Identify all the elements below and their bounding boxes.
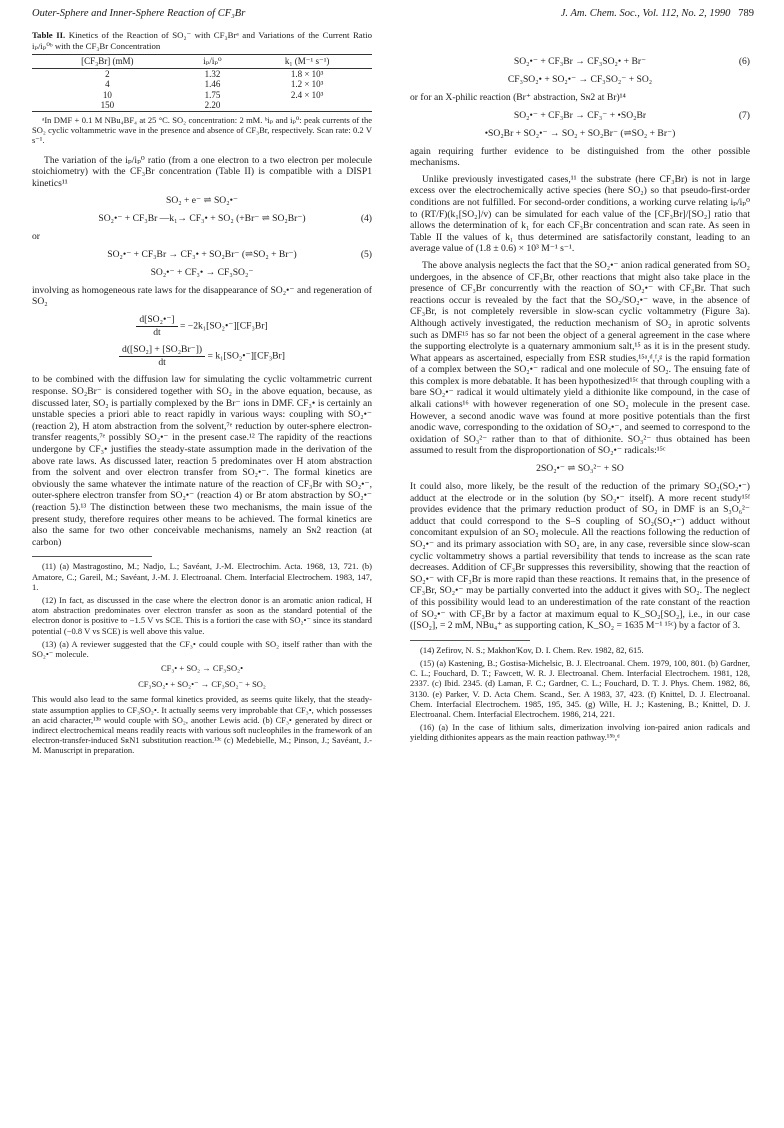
paragraph: Unlike previously investigated cases,¹¹ the substrate (here CF₃Br) is not in large excess over the electrochemically active species (here SO₂) so that pseudo-first-order conditions are not fulfilled. For second-order conditions, a working curve relating iₚ/iₚ⁰ to (RT/F)(k₁[SO₂]/v) can be simulated for each value of the [CF₃Br]/[SO₂] ratio that allows the determination of k₁ for each CF₃Br concentration and scan rate. As seen in Table II the values of k₁ thus determined are satisfactorily constant, leading to an average value of (1.8 ± 0.6) × 10³ M⁻¹ s⁻¹. — [410, 173, 750, 255]
footnote: (13) (a) A reviewer suggested that the CF₃• could couple with SO₂ itself rather than with the SO₂•⁻ molecule. — [32, 638, 372, 659]
table-cell: 1.8 × 10³ — [290, 68, 324, 79]
table-row — [32, 79, 372, 90]
journal-citation: J. Am. Chem. Soc., Vol. 112, No. 2, 1990 — [560, 8, 731, 19]
equation-text: SO₂•⁻ + CF₃Br → CF₃• + SO₂Br⁻ (⇌SO₂ + Br⁻) — [107, 248, 297, 260]
fraction — [136, 314, 177, 338]
equation-text: SO₂•⁻ + CF₃• → CF₃SO₂⁻ — [150, 266, 254, 278]
equation-7 — [410, 110, 750, 122]
table-footnotes: ᵃIn DMF + 0.1 M NBu₄BF₄ at 25 °C. SO₂ concentration: 2 mM. ᵇiₚ and iₚ⁰: peak currents of the SO₂ cyclic voltammetric wave in the presence and absence of CF₃Br, respectively. Scan rate: 0.2 V s⁻¹. — [32, 114, 372, 145]
paragraph: It could also, more likely, be the result of the reduction of the primary SO₂(SO₂•⁻) adduct at the electrode or in the solution (by SO₂•⁻ itself). A more recent study¹⁵ᶠ provides evidence that the primary reduction product of SO₂ in DMF is an S₃O₆²⁻ adduct that could correspond to the S–S coupling of SO₂(SO₂•⁻) adduct without concomitant expulsion of an SO₂ molecule. All the reactions following the reduction of SO₂•⁻ and its primary association with SO₂ are, in any case, reversible since slow-scan cyclic voltammetry shows a partial reversibility that tends to increase as the scan rate decreases. Addition of CF₃Br suppresses this reversibility, showing that the reaction of SO₂•⁻ with CF₃Br is more rapid than these reactions. It remains that, in the presence of CF₃Br, SO₂•⁻ may be partially converted into the adduct it gives with SO₂. The neglect of this possibility would lead to an underestimation of the rate constant of the reaction of SO₂•⁻ with CF₃Br by a factor at maximum equal to K_SO₂[SO₂], i.e., in our case ([SO₂], = 2 mM, NBu₄⁺ as supporting cation, K_SO₂ = 1635 M⁻¹ ¹⁵ᶜ) by a factor of 3. — [410, 481, 750, 632]
table-header-rate-constant: k₁ (M⁻¹ s⁻¹) — [242, 55, 372, 69]
equation-number: (4) — [360, 213, 372, 225]
paragraph: The variation of the iₚ/iₚ⁰ ratio (from a one electron to a two electron per molecule stoichiometry) with the CF₃Br concentration (Table II) is compatible with a DISP1 kinetics¹¹ — [32, 154, 372, 189]
table-caption-label: Table II. — [32, 30, 66, 40]
footnote-divider — [32, 556, 152, 557]
fraction-denominator: dt — [158, 356, 166, 368]
equation-text: SO₂ + e⁻ ⇌ SO₂•⁻ — [165, 195, 238, 207]
paragraph: involving as homogeneous rate laws for the disappearance of SO₂•⁻ and regeneration of SO₂ — [32, 284, 372, 308]
fraction-denominator: dt — [153, 326, 161, 338]
footnote: (14) Zefirov, N. S.; Makhon'Kov, D. I. Chem. Rev. 1982, 82, 615. — [420, 644, 644, 655]
table-cell: 1.75 — [204, 89, 221, 100]
table-cell: 4 — [105, 79, 110, 89]
equation-text: SO₂•⁻ + CF₃Br → CF₃SO₂• + Br⁻ — [513, 56, 647, 67]
table-cell: 2.20 — [183, 100, 243, 111]
left-column — [32, 30, 372, 759]
page-number: 789 — [738, 8, 754, 19]
paragraph: The above analysis neglects the fact that the SO₂•⁻ anion radical generated from SO₂ undergoes, in the absence of CF₃Br, other reactions that might also take place in the presence of CF₃Br concurrently with the reaction of SO₂•⁻ with CF₃Br. That such reactions occur is revealed by the fact that the SO₂/SO₂•⁻ wave, in the absence of CF₃Br, is not completely reversible in slow-scan cyclic voltammetry (Figure 3a). Although actively investigated, the reduction mechanism of SO₂ in aprotic solvents such as DMF¹⁵ has so far not been the object of a general agreement in the case where the supporting electrolyte is a quaternary ammonium salt,¹⁵ as it is in the present study. What appears as ascertained, especially from ESR studies,¹⁵ᵃ,ᵈ,ᶠ,ᵍ is the rapid formation of a complex between the SO₂•⁻ radical and one molecule of SO₂. The ensuing fate of this complex is more debatable. It has been hypothesized¹⁵ᶜ that through coupling with a bare SO₂•⁻ radical it would ultimately yield a dithionite like compound, in the case of alkali cations¹⁶ with however regeneration of one SO₂ molecule in the present case. However, a second anodic wave was found at more positive potentials than the first anodic wave, corresponding to the oxidation of SO₂•⁻, and seemed to correspond to the oxidation of SO₃²⁻ rather than to that of dithionite. SO₃²⁻ thus obtained has been assumed to result from the disproportionation of SO₂•⁻ radicals:¹⁵ᶜ — [410, 259, 750, 457]
table-cell: 150 — [32, 100, 183, 111]
fraction-numerator: d([SO₂] + [SO₂Br⁻]) — [119, 344, 205, 357]
fraction — [119, 344, 205, 368]
paragraph: again requiring further evidence to be distinguished from the other possible mechanisms. — [410, 145, 750, 169]
equation-text: CF₃SO₂• + SO₂•⁻ → CF₃SO₂⁻ + SO₂ — [507, 74, 653, 85]
running-header-title: Outer-Sphere and Inner-Sphere Reaction of CF₃Br — [32, 8, 246, 19]
equation — [32, 267, 372, 279]
footnote-equation: CF₃SO₂• + SO₂•⁻ → CF₃SO₂⁻ + SO₂ — [138, 678, 266, 689]
equation — [410, 463, 750, 475]
footnote: (12) In fact, as discussed in the case where the electron donor is an aromatic anion radical, H atom abstraction predominates over electron transfer as soon as the standard potential of the electron donor is positive to −1.5 V vs SCE. This is a fortiori the case with SO₂•⁻ since its standard potential (−0.8 V vs SCE) is well above this value. — [32, 594, 372, 636]
paragraph: to be combined with the diffusion law for simulating the cyclic voltammetric current response. SO₂Br⁻ is considered together with SO₂ in the above equation, because, as discussed later, SO₂ is partially complexed by the Br⁻ ions in DMF. CF₃• is certainly an unstable species a priori able to react rapidly in various ways: coupling with SO₂•⁻ (reaction 2), H atom abstraction from the solvent,⁷ᵉ reduction by outer-sphere electron-transfer reagents,⁷ᵉ possibly SO₂•⁻ in the present case.¹² The rapidity of the reactions undergone by CF₃• justifies the steady-state assumption made in the derivation of the above rate laws. As discussed later, reaction 5 predominates over H atom abstraction from the solvent and over electron transfer from SO₂•⁻. The formal kinetics are obviously the same whatever the intimate nature of the reaction of CF₃Br with SO₂•⁻, outer-sphere electron transfer from SO₂•⁻ (reaction 4) or Br atom abstraction by SO₂•⁻ (reaction 5).¹³ The distinction between these two mechanisms, the main issue of the present study, therefore requires other means to be achieved. The formal kinetics are also the same for two other conceivable mechanisms, namely an Sɴ2 reaction (at carbon) — [32, 374, 372, 548]
table-cell: 1.2 × 10³ — [290, 79, 324, 89]
rate-law-1 — [32, 314, 372, 338]
table-row — [32, 68, 372, 79]
equation-5 — [32, 249, 372, 261]
table-cell: 1.32 — [204, 68, 221, 79]
table-caption-text: Kinetics of the Reaction of SO₂⁻ with CF₃Brᵃ and Variations of the Current Ratio iₚ/iₚ⁰ᵇ with the CF₃Br Concentration — [32, 30, 372, 51]
equation-number: (5) — [360, 248, 372, 260]
equation-4 — [32, 213, 372, 225]
table-cell: 10 — [102, 89, 112, 100]
equation — [32, 195, 372, 207]
equation-text: SO₂•⁻ + CF₃Br —k₁→ CF₃• + SO₂ (+Br⁻ ⇌ SO₂Br⁻) — [98, 213, 306, 225]
footnote: (16) (a) In the case of lithium salts, dimerization involving ion-paired anion radicals and yielding dithionites appears as the main reaction pathway.¹⁵ᵇ,ᵈ — [410, 722, 750, 743]
right-column — [410, 30, 750, 746]
table-cell: 2 — [105, 68, 110, 79]
equation-text: •SO₂Br + SO₂•⁻ → SO₂ + SO₂Br⁻ (⇌SO₂ + Br⁻) — [484, 127, 676, 139]
table-caption — [32, 30, 372, 51]
equation-6 — [410, 56, 750, 68]
conjunction-text: or — [32, 231, 40, 243]
footnote: This would also lead to the same formal kinetics provided, as seems quite likely, that the steady-state assumption applies to CF₃SO₂•. It actually seems very improbable that CF₃•, which possesses an acid character,¹³ᵇ would couple with SO₂, another Lewis acid. (b) CF₃• generated by direct or indirect electrochemical means readily reacts with various soft nucleophiles in the framework of an electron-transfer-induced SʀN1 substitution reaction.¹³ᶜ (c) Medebielle, M.; Pinson, J.; Savéant, J.-M. Manuscript in preparation. — [32, 694, 372, 756]
equation-number: (7) — [738, 109, 750, 121]
kinetics-table — [32, 54, 372, 112]
rate-law-rhs: = −2k₁[SO₂•⁻][CF₃Br] — [179, 320, 268, 332]
conjunction-text: or for an X-philic reaction (Br⁺ abstraction, Sɴ2 at Br)¹⁴ — [410, 92, 626, 103]
equation-text: 2SO₂•⁻ ⇌ SO₃²⁻ + SO — [536, 463, 624, 475]
footnote-equation: CF₃• + SO₂ → CF₃SO₂• — [160, 663, 244, 674]
equation — [410, 74, 750, 86]
rate-law-2 — [32, 344, 372, 368]
equation — [410, 128, 750, 140]
table-header-row — [32, 55, 372, 69]
fraction-numerator: d[SO₂•⁻] — [136, 314, 177, 327]
footnote: (15) (a) Kastening, B.; Gostisa-Michelsic, B. J. Electroanal. Chem. 1979, 100, 801. (b) Gardner, C. L.; Fouchard, D. T.; Fawcett, W. R. J. Electroanal. Chem. Interfacial Electrochem. 1981, 128, 2337. (c) Ibid. 2345. (d) Laman, F. C.; Gardner, C. L.; Fouchard, D. T. J. Phys. Chem. 1982, 86, 3130. (e) Parker, V. D. Acta Chem. Scand., Ser. A 1983, 37, 423. (f) Knittel, D. J. Electroanal. Chem. Interfacial Electrochem. 1985, 195, 345. (g) Wille, H. J.; Kastening, B.; Knittel, D. J. Electroanal. Chem. Interfacial Electrochem. 1986, 214, 221. — [410, 657, 750, 719]
table-header-ratio: iₚ/iₚ⁰ — [183, 55, 243, 69]
table-cell: 1.46 — [204, 79, 221, 89]
table-cell — [242, 100, 372, 111]
running-header-journal — [561, 8, 754, 19]
table-row — [32, 100, 372, 111]
equation-number: (6) — [738, 56, 750, 67]
footnote-divider — [410, 640, 530, 641]
table-header-concentration: [CF₃Br] (mM) — [32, 55, 183, 69]
equation-text: SO₂•⁻ + CF₃Br → CF₃⁻ + •SO₂Br — [513, 109, 647, 121]
table-cell: 2.4 × 10³ — [290, 89, 324, 100]
rate-law-rhs: = k₁[SO₂•⁻][CF₃Br] — [207, 350, 285, 362]
table-row — [32, 90, 372, 101]
footnote: (11) (a) Mastragostino, M.; Nadjo, L.; Savéant, J.-M. Electrochim. Acta. 1968, 13, 721. (b) Amatore, C.; Gareil, M.; Savéant, J.-M. J. Electroanal. Chem. Interfacial Electrochem. 1983, 147, 1. — [32, 561, 372, 592]
